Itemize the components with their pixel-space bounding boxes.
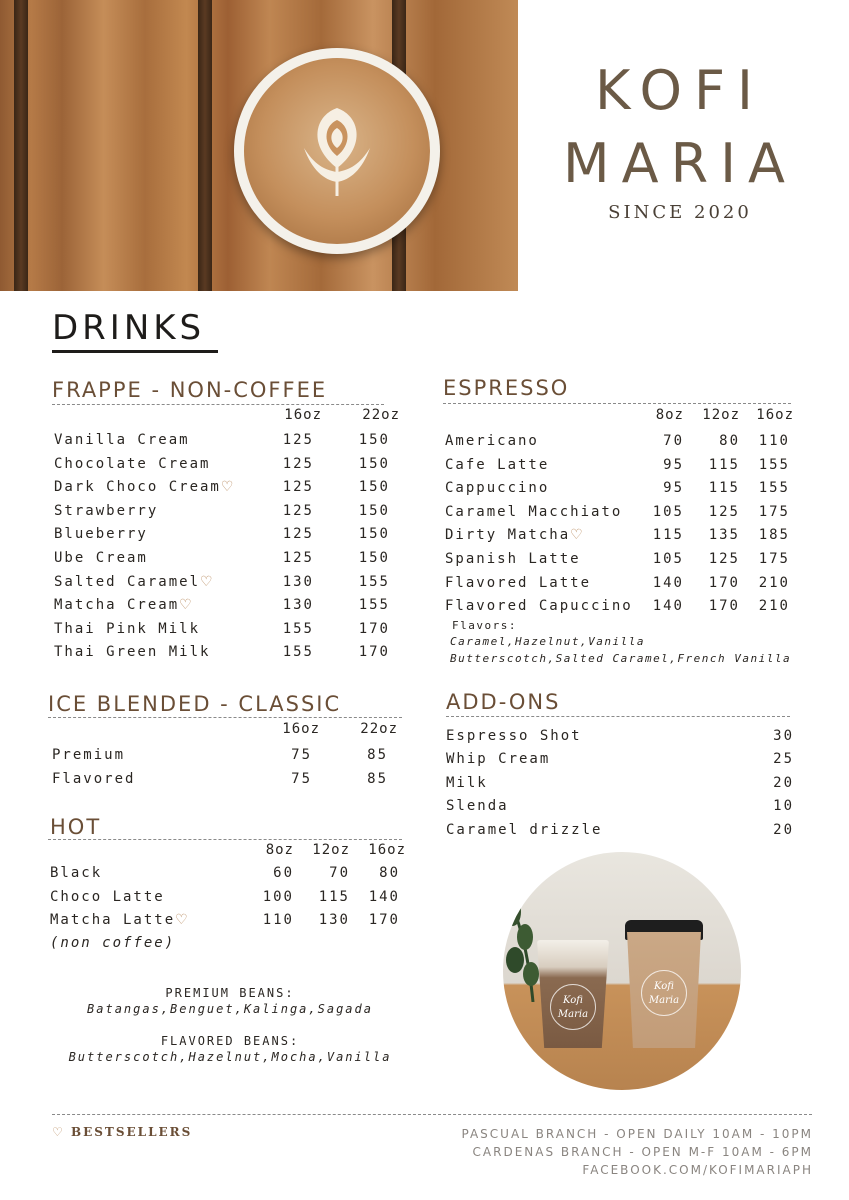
addon-name: Whip Cream [446, 751, 551, 768]
espresso-heading: ESPRESSO [443, 376, 570, 400]
price-value: 170 [358, 620, 390, 637]
branch-cardenas: CARDENAS BRANCH - OPEN M-F 10AM - 6PM [472, 1145, 813, 1159]
heart-icon: ♡ [52, 1125, 65, 1139]
item-name: Dirty Matcha [445, 527, 571, 544]
price-value: 155 [358, 597, 390, 614]
price-value: 170 [708, 574, 740, 591]
item-name: Thai Pink Milk [54, 620, 201, 637]
price-value: 125 [282, 550, 314, 566]
item-name: Blueberry [54, 526, 148, 543]
cup-logo-stamp: Kofi Maria [641, 970, 687, 1016]
item-name: Black [50, 865, 103, 881]
flavored-beans-list: Butterscotch,Hazelnut,Mocha,Vanilla [68, 1050, 392, 1064]
price-value: 80 [379, 865, 400, 881]
price-value: 140 [368, 888, 400, 905]
menu-item-name [445, 504, 622, 520]
menu-item-name [445, 527, 585, 543]
price-value: 150 [358, 479, 390, 496]
addon-name: Slenda [446, 798, 509, 815]
menu-item-name [50, 912, 190, 928]
facebook-link[interactable]: FACEBOOK.COM/KOFIMARIAPH [582, 1163, 813, 1177]
price-value: 150 [358, 455, 390, 472]
menu-item-name [54, 621, 200, 637]
price-value: 170 [368, 912, 400, 928]
menu-item-name [445, 551, 581, 567]
bestsellers-label: BESTSELLERS [70, 1125, 193, 1139]
price-value: 105 [652, 551, 684, 567]
menu-item-name [445, 598, 633, 614]
price-value: 95 [663, 456, 684, 473]
item-name: Dark Choco Cream [54, 479, 221, 496]
heart-icon: ♡ [175, 912, 190, 928]
footer-divider [52, 1114, 812, 1115]
item-name: Thai Green Milk [54, 644, 211, 661]
frappe-heading: FRAPPE - NON-COFFEE [52, 378, 328, 402]
brand-since: SINCE 2020 [608, 202, 752, 223]
price-value: 85 [367, 770, 388, 787]
hot-divider [48, 839, 402, 840]
menu-item-name [54, 432, 190, 448]
price-value: 125 [282, 455, 314, 472]
menu-item-name [445, 433, 539, 449]
item-name: Ube Cream [54, 550, 148, 566]
price-value: 110 [262, 912, 294, 928]
item-name: Cappuccino [445, 480, 550, 497]
addon-price: 10 [773, 798, 794, 815]
brand-block [540, 60, 820, 223]
drinks-title: DRINKS [52, 308, 218, 353]
latte-cup [234, 48, 440, 254]
item-name: Matcha Latte [50, 912, 176, 928]
espresso-divider [443, 403, 791, 404]
price-value: 130 [318, 912, 350, 928]
flavors-label: Flavors: [452, 619, 517, 632]
menu-item-name [50, 889, 165, 905]
cup-logo-stamp: Kofi Maria [550, 984, 596, 1030]
addons-divider [446, 716, 790, 717]
frappe-divider [52, 404, 384, 405]
price-value: 125 [282, 432, 314, 448]
branch-pascual: PASCUAL BRANCH - OPEN DAILY 10AM - 10PM [461, 1127, 813, 1141]
addon-price: 20 [773, 821, 794, 838]
menu-item-name [54, 597, 194, 613]
flavors-line2: Butterscotch,Salted Caramel,French Vanilla [450, 652, 792, 665]
heart-icon: ♡ [570, 527, 585, 544]
menu-item-name [445, 575, 591, 591]
item-name: Cafe Latte [445, 456, 550, 473]
addon-name: Espresso Shot [446, 728, 582, 744]
ice-size-22: 22oz [360, 721, 398, 737]
menu-item-name [445, 480, 549, 496]
item-name: Choco Latte [50, 888, 165, 905]
item-name: Vanilla Cream [54, 432, 190, 448]
heart-icon: ♡ [220, 479, 236, 496]
menu-item-name [52, 747, 125, 763]
cups-photo [503, 852, 741, 1090]
latte-coffee [244, 58, 430, 244]
price-value: 170 [358, 644, 390, 661]
price-value: 115 [708, 456, 740, 473]
bestsellers-legend [52, 1125, 192, 1139]
latte-art-icon [294, 98, 380, 198]
price-value: 115 [318, 888, 350, 905]
price-value: 155 [358, 573, 390, 590]
price-value: 110 [758, 433, 790, 449]
brand-name-line1: KOFI [595, 59, 765, 122]
price-value: 150 [358, 550, 390, 566]
price-value: 125 [708, 551, 740, 567]
heart-icon: ♡ [200, 573, 215, 590]
price-value: 135 [708, 527, 740, 544]
espresso-size-8: 8oz [655, 407, 684, 423]
price-value: 125 [282, 526, 314, 543]
menu-item-name [54, 526, 148, 542]
item-name: Premium [52, 747, 126, 763]
price-value: 70 [663, 433, 684, 449]
menu-item-name [50, 865, 102, 881]
price-value: 155 [282, 620, 314, 637]
price-value: 70 [329, 865, 350, 881]
price-value: 155 [758, 480, 790, 497]
price-value: 150 [358, 526, 390, 543]
premium-beans-label: PREMIUM BEANS: [165, 986, 295, 1000]
hot-size-16: 16oz [368, 842, 406, 858]
item-name: Chocolate Cream [54, 455, 211, 472]
price-value: 80 [719, 433, 740, 449]
ice-size-16: 16oz [282, 721, 320, 737]
price-value: 85 [367, 747, 388, 763]
flavored-beans-label: FLAVORED BEANS: [160, 1034, 300, 1048]
item-name: Caramel Macchiato [445, 503, 623, 520]
price-value: 75 [291, 770, 312, 787]
price-value: 130 [282, 597, 314, 614]
hot-size-12: 12oz [312, 842, 350, 858]
plank-gap [14, 0, 28, 291]
price-value: 185 [758, 527, 790, 544]
hot-size-8: 8oz [265, 842, 294, 858]
price-value: 210 [758, 598, 790, 615]
price-value: 115 [652, 527, 684, 544]
price-value: 60 [273, 865, 294, 881]
price-value: 95 [663, 480, 684, 497]
price-value: 150 [358, 502, 390, 519]
ice-blended-divider [48, 717, 402, 718]
price-value: 125 [282, 479, 314, 496]
menu-item-name [54, 479, 235, 495]
menu-item-name [445, 457, 549, 473]
menu-item-name [54, 550, 148, 566]
espresso-size-16: 16oz [756, 407, 794, 423]
frappe-size-22: 22oz [362, 407, 400, 423]
hero-coffee-photo [0, 0, 518, 291]
price-value: 210 [758, 574, 790, 591]
price-value: 130 [282, 573, 314, 590]
item-name: Americano [445, 433, 539, 449]
price-value: 125 [282, 502, 314, 519]
addon-name: Milk [446, 774, 488, 791]
item-name: Matcha Cream [54, 597, 180, 614]
heart-icon: ♡ [179, 597, 194, 614]
price-value: 175 [758, 503, 790, 520]
hot-note: (non coffee) [50, 935, 176, 951]
price-value: 100 [262, 888, 294, 905]
menu-item-name [52, 771, 135, 787]
premium-beans-list: Batangas,Benguet,Kalinga,Sagada [87, 1002, 373, 1016]
price-value: 140 [652, 598, 684, 615]
price-value: 140 [652, 574, 684, 591]
addon-price: 30 [773, 728, 794, 744]
item-name: Flavored [52, 770, 136, 787]
plank-gap [198, 0, 212, 291]
menu-item-name [54, 644, 210, 660]
price-value: 175 [758, 551, 790, 567]
item-name: Flavored Capuccino [445, 598, 633, 615]
addon-price: 20 [773, 774, 794, 791]
price-value: 170 [708, 598, 740, 615]
brand-name-line2: MARIA [563, 132, 797, 195]
item-name: Salted Caramel [54, 573, 201, 590]
frappe-size-16: 16oz [284, 407, 322, 423]
price-value: 75 [291, 747, 312, 763]
ice-blended-heading: ICE BLENDED - CLASSIC [48, 692, 342, 716]
menu-item-name [54, 456, 210, 472]
menu-item-name [54, 503, 158, 519]
menu-item-name [54, 574, 215, 590]
addons-heading: ADD-ONS [446, 690, 561, 714]
price-value: 105 [652, 503, 684, 520]
addon-price: 25 [773, 751, 794, 768]
price-value: 155 [282, 644, 314, 661]
price-value: 155 [758, 456, 790, 473]
price-value: 115 [708, 480, 740, 497]
price-value: 125 [708, 503, 740, 520]
item-name: Spanish Latte [445, 551, 581, 567]
addon-name: Caramel drizzle [446, 821, 603, 838]
item-name: Strawberry [54, 502, 159, 519]
flavors-line1: Caramel,Hazelnut,Vanilla [450, 635, 645, 648]
espresso-size-12: 12oz [702, 407, 740, 423]
hot-heading: HOT [50, 815, 102, 839]
price-value: 150 [358, 432, 390, 448]
item-name: Flavored Latte [445, 574, 592, 591]
